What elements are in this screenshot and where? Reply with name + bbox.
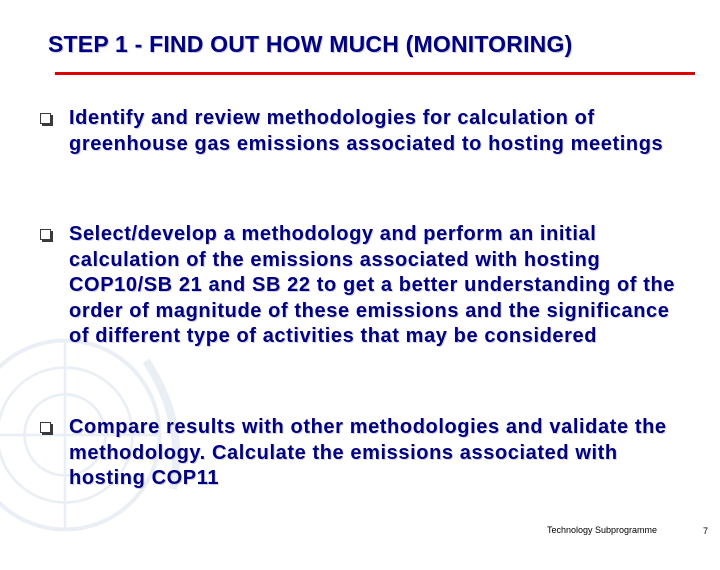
square-bullet-icon <box>40 229 51 240</box>
page-number: 7 <box>703 526 709 536</box>
bullet-text: Select/develop a methodology and perform an initial calculation of the emissions associated with hosting COP10/SB 21 and SB 22 to get a better understanding of the order of magnitude of these emissions and the significance of different type of activities that may be considered <box>69 223 676 347</box>
bullet-text: Identify and review methodologies for calculation of greenhouse gas emissions associated to hosting meetings <box>69 107 664 155</box>
slide-title: STEP 1 - FIND OUT HOW MUCH (MONITORING) <box>48 31 573 57</box>
footer-label: Technology Subprogramme <box>547 525 658 535</box>
square-bullet-icon <box>40 422 51 433</box>
bullet-text: Compare results with other methodologies and validate the methodology. Calculate the emissions associated with hosting COP11 <box>69 416 667 489</box>
square-bullet-icon <box>40 113 51 124</box>
title-divider <box>55 72 695 75</box>
